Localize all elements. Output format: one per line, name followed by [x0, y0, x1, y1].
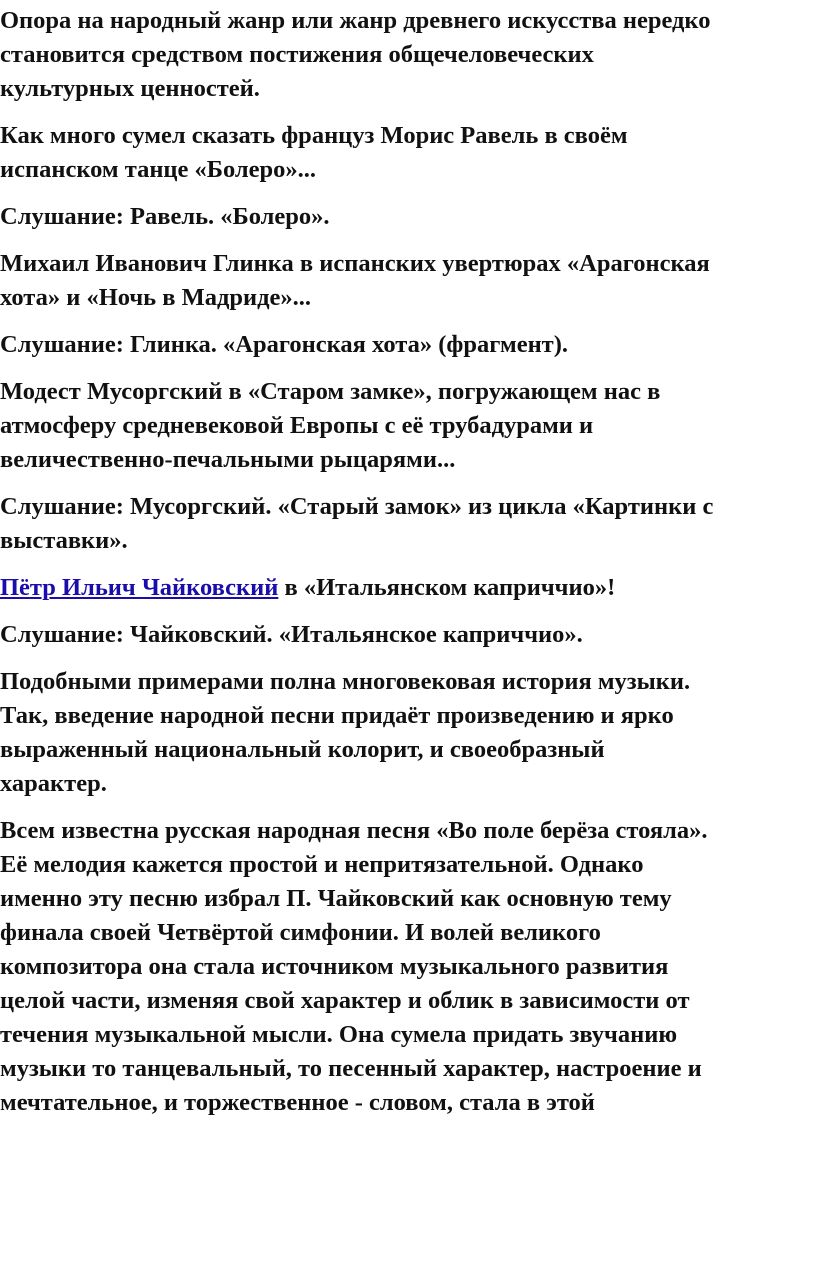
document-body: [0, 4, 816, 1133]
tchaikovsky-link[interactable]: Пётр Ильич Чайковский: [0, 574, 279, 601]
text-span: в «Итальянском каприччио»!: [278, 574, 616, 601]
text-line: Подобными примерами полна многовековая история музыки.: [0, 668, 691, 695]
text-line: Михаил Иванович Глинка в испанских увертюрах «Арагонская: [0, 250, 710, 277]
paragraph-listening-tchaikovsky: [0, 618, 816, 652]
text-line: выставки».: [0, 527, 128, 554]
text-line: характер.: [0, 770, 107, 797]
text-line: Слушание: Глинка. «Арагонская хота» (фрагмент).: [0, 331, 568, 358]
text-line: мечтательное, и торжественное - словом, стала в этой: [0, 1089, 595, 1116]
text-line: музыки то танцевальный, то песенный характер, настроение и: [0, 1055, 702, 1082]
text-line: культурных ценностей.: [0, 75, 260, 102]
text-line: именно эту песню избрал П. Чайковский как основную тему: [0, 885, 672, 912]
text-line: выраженный национальный колорит, и своеобразный: [0, 736, 605, 763]
text-line: Как много сумел сказать француз Морис Равель в своём: [0, 122, 628, 149]
paragraph-listening-ravel: [0, 200, 816, 234]
text-line: становится средством постижения общечеловеческих: [0, 41, 594, 68]
paragraph-history: [0, 665, 816, 801]
text-line: Слушание: Чайковский. «Итальянское каприччио».: [0, 621, 583, 648]
paragraph-glinka: [0, 247, 816, 315]
text-line: Опора на народный жанр или жанр древнего искусства нередко: [0, 7, 711, 34]
text-line: Всем известна русская народная песня «Во поле берёза стояла».: [0, 817, 708, 844]
text-line: целой части, изменяя свой характер и облик в зависимости от: [0, 987, 690, 1014]
text-line: Слушание: Мусоргский. «Старый замок» из цикла «Картинки с: [0, 493, 714, 520]
text-line: Модест Мусоргский в «Старом замке», погружающем нас в: [0, 378, 661, 405]
text-line: композитора она стала источником музыкального развития: [0, 953, 669, 980]
text-line: Её мелодия кажется простой и непритязательной. Однако: [0, 851, 644, 878]
text-line: атмосферу средневековой Европы с её трубадурами и: [0, 412, 594, 439]
text-line: испанском танце «Болеро»...: [0, 156, 317, 183]
text-line: хота» и «Ночь в Мадриде»...: [0, 284, 312, 311]
text-line: [0, 571, 816, 605]
text-line: величественно-печальными рыцарями...: [0, 446, 456, 473]
text-line: финала своей Четвёртой симфонии. И волей великого: [0, 919, 601, 946]
paragraph-listening-glinka: [0, 328, 816, 362]
text-line: Слушание: Равель. «Болеро».: [0, 203, 330, 230]
paragraph-mussorgsky: [0, 375, 816, 477]
paragraph-listening-mussorgsky: [0, 490, 816, 558]
paragraph-intro: [0, 4, 816, 106]
paragraph-birch-song: [0, 814, 816, 1120]
paragraph-tchaikovsky: [0, 571, 816, 605]
text-line: течения музыкальной мысли. Она сумела придать звучанию: [0, 1021, 678, 1048]
paragraph-ravel: [0, 119, 816, 187]
text-line: Так, введение народной песни придаёт произведению и ярко: [0, 702, 674, 729]
